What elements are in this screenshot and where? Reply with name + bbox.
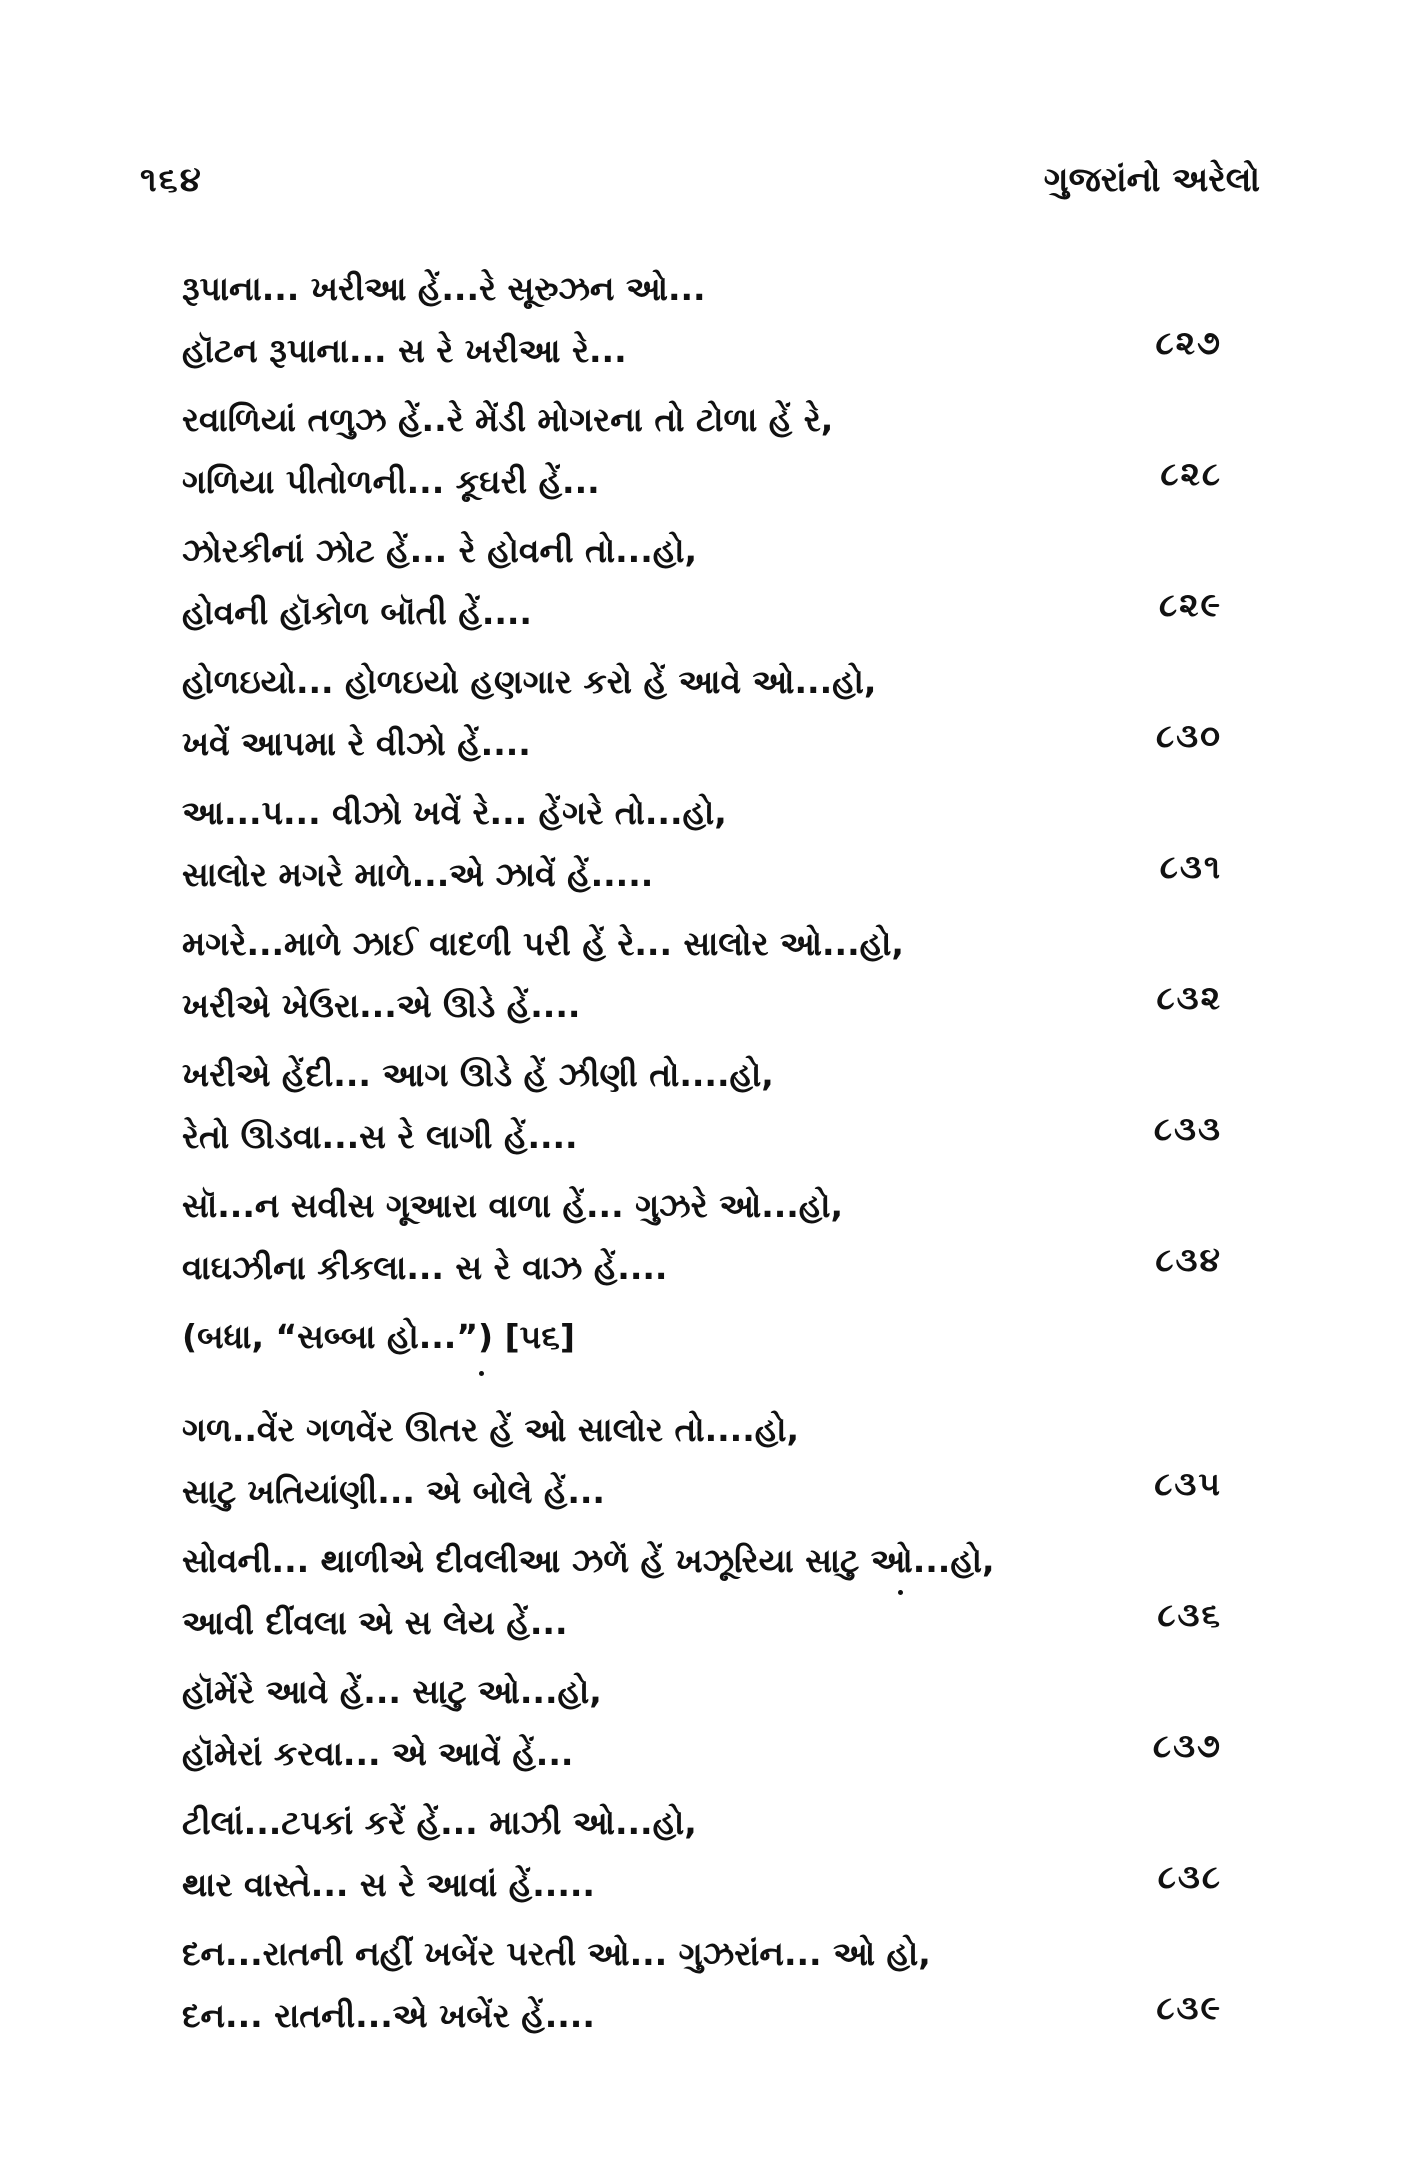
verse-line: મગરે...માળે ઝાઈ વાદળી પરી હેં રે... સાલોર ઓ...હો, (182, 924, 904, 963)
verse-line: ખરીએ ખેઉરા...એ ઊડે હેં.... (182, 986, 581, 1025)
verse-line: ઝોરકીનાં ઝોટ હેં... રે હોવની તો...હો, (182, 531, 697, 570)
verse-line: હોવની હૉકોળ બૉતી હેં.... (182, 593, 532, 632)
verse-number: ૮૨૮ (1160, 454, 1222, 493)
verse (182, 389, 1222, 520)
verse (182, 520, 1222, 651)
verse-number: ૮૩૯ (1156, 1988, 1222, 2027)
verse (182, 1175, 1222, 1306)
page-number: ૧૬૪ (140, 160, 203, 200)
verse-line: રેતો ઊડવા...સ રે લાગી હેં.... (182, 1117, 578, 1156)
verse-list (182, 258, 1222, 2054)
verse (182, 258, 1222, 389)
verse-line: સાટુ ખતિયાંણી... એ બોલે હેં... (182, 1472, 605, 1511)
verse-line: ખરીએ હેંદી... આગ ઊડે હેં ઝીણી તો....હો, (182, 1055, 774, 1094)
verse-line: દન...રાતની નહીં ખબેંર પરતી ઓ... ગુઝરાંન... ઓ હો, (182, 1934, 931, 1973)
verse-line: સૉ...ન સવીસ ગૂઆરા વાળા હેં... ગુઝરે ઓ...હો, (182, 1186, 844, 1225)
verse-number: ૮૩૬ (1157, 1595, 1222, 1634)
verse (182, 1399, 1222, 1530)
verse-number: ૮૩૭ (1152, 1726, 1222, 1765)
verse-line: સાલોર મગરે માળે...એ ઝાવેં હેં..... (182, 855, 654, 894)
running-title: ગુજરાંનો અરેલો (1043, 160, 1260, 200)
verse-line: સોવની... થાળીએ દીવલીઆ ઝળેં હેં ખઝૂરિયા સાટુ ઓ...હો, (182, 1541, 995, 1580)
chorus-note: (બધા, “સબ્બા હો...”) [૫૬] (182, 1317, 575, 1356)
verse (182, 651, 1222, 782)
verse-number: ૮૩૨ (1156, 978, 1222, 1017)
print-speck (479, 1371, 484, 1376)
verse (182, 1923, 1222, 2054)
verse-line: હોળઇયો... હોળઇયો હણગાર કરો હેં આવે ઓ...હો, (182, 662, 877, 701)
print-speck (898, 1590, 903, 1595)
verse-line: ગળિયા પીતોળની... કૂઘરી હેં... (182, 462, 600, 501)
verse-number: ૮૨૯ (1158, 585, 1222, 624)
verse-number: ૮૨૭ (1155, 323, 1222, 362)
page-header (140, 160, 1260, 210)
verse-line: થાર વાસ્તે... સ રે આવાં હેં..... (182, 1865, 595, 1904)
verse (182, 1530, 1222, 1661)
verse-number: ૮૩૮ (1157, 1857, 1222, 1896)
verse-line: દન... રાતની...એ ખબેંર હેં.... (182, 1996, 595, 2035)
verse (182, 1044, 1222, 1175)
verse-line: રવાળિયાં તળુઝ હેં..રે મેંડી મોગરના તો ટોળા હેં રે, (182, 400, 834, 439)
verse-line: હૉમેરાં કરવા... એ આવેં હેં... (182, 1734, 574, 1773)
verse-line: હૉટન રૂપાના... સ રે ખરીઆ રે... (182, 331, 627, 370)
verse-number: ૮૩૩ (1153, 1109, 1222, 1148)
verse-line: આવી દીંવલા એ સ લેય હેં... (182, 1603, 568, 1642)
verse-line: ટીલાં...ટપકાં કરેં હેં... માઝી ઓ...હો, (182, 1803, 697, 1842)
verse-line: આ...પ... વીઝો ખવેં રે... હેંગરે તો...હો, (182, 793, 727, 832)
verse-line: રૂપાના... ખરીઆ હેં...રે સૂરુઝન ઓ... (182, 269, 706, 308)
verse (182, 782, 1222, 913)
verse-number: ૮૩૦ (1156, 716, 1222, 755)
verse-line: હૉમેંરે આવે હેં... સાટુ ઓ...હો, (182, 1672, 602, 1711)
verse-line: વાઘઝીના કીકલા... સ રે વાઝ હેં.... (182, 1248, 668, 1287)
verse-line: ગળ..વેંર ગળવેંર ઊતર હેં ઓ સાલોર તો....હો, (182, 1410, 800, 1449)
verse (182, 1661, 1222, 1792)
verse-number: ૮૩૫ (1154, 1464, 1222, 1503)
verse-number: ૮૩૧ (1159, 847, 1222, 886)
verse (182, 1792, 1222, 1923)
verse-line: ખવેં આપમા રે વીઝો હેં.... (182, 724, 531, 763)
verse (182, 913, 1222, 1044)
verse-number: ૮૩૪ (1155, 1240, 1222, 1279)
